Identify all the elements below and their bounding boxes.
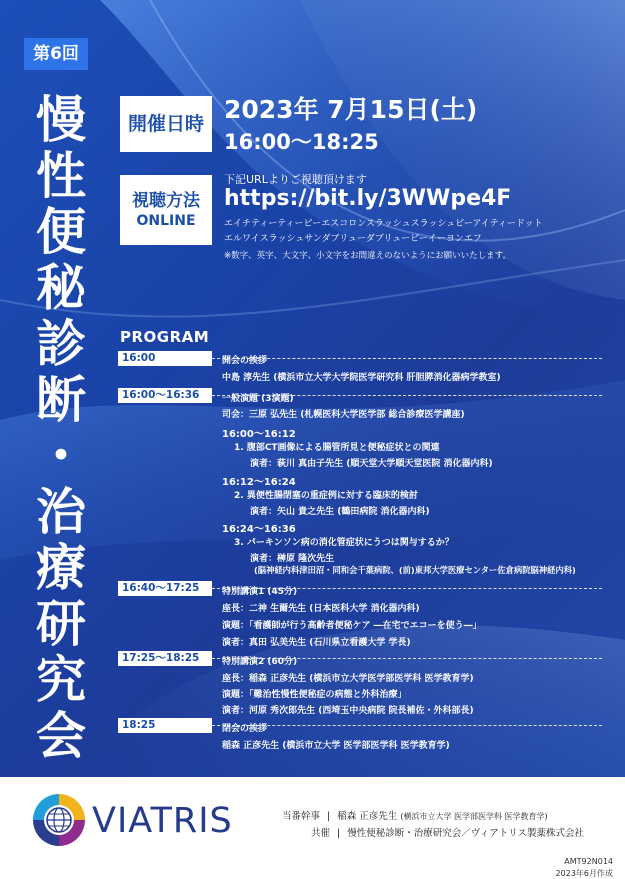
program-line: 演題：「看護師が行う高齢者便秘ケア ―在宅でエコーを使う―」 (222, 621, 482, 631)
title-char: 究 (36, 651, 86, 709)
title-char: 慢 (36, 91, 86, 149)
edition-badge: 第6回 (24, 38, 88, 70)
program-line: 2. 異便性腸閉塞の重症例に対する臨床的検討 (234, 491, 418, 501)
divider (212, 725, 602, 726)
viewing-method-label (120, 175, 212, 245)
url-caution-note: ※数字、英字、大文字、小文字をお間違えのないようにお願いいたします。 (224, 251, 511, 261)
program-line: 特別講演1 (45分) (222, 587, 298, 597)
program-line: 16:00～16:12 (222, 429, 296, 440)
program-line: 特別講演2 (60分) (222, 657, 298, 667)
title-char: 断 (36, 371, 86, 429)
event-title-vertical (26, 92, 96, 764)
program-line: (脳神経内科津田沼・同和会千葉病院、(前)東邦大学医療センター佐倉病院脳神経内科) (254, 565, 576, 575)
title-char: 会 (36, 707, 86, 765)
sponsor-1-label: 当番幹事 (282, 811, 321, 822)
program-time: 17:25～18:25 (118, 651, 212, 666)
program-line: 演者：矢山 貴之先生 (鶴田病院 消化器内科) (250, 507, 430, 517)
title-char: 秘 (36, 259, 86, 317)
event-date-label: 開催日時 (120, 96, 212, 152)
event-date: 2023年 7月15日(土) (224, 95, 478, 124)
viewing-note: 下記URLよりご視聴頂けます (224, 173, 367, 186)
program-line: 演題：「難治性慢性便秘症の病態と外科治療」 (222, 690, 407, 700)
program-line: 稲森 正彦先生 (横浜市立大学 医学部医学科 医学教育学) (222, 741, 450, 751)
program-time: 16:00 (118, 351, 212, 366)
url-reading-line-1: エイチティーティーピーエスコロンスラッシュスラッシュビーアイティードット (224, 219, 543, 229)
viewing-url-link[interactable]: https://bit.ly/3WWpe4F (224, 186, 512, 211)
divider (212, 358, 602, 359)
program-time: 16:00～16:36 (118, 388, 212, 403)
url-reading-line-2: エルワイスラッシュサンダブリューダブリューピーイーヨンエフ (224, 234, 482, 244)
title-char: 療 (36, 539, 86, 597)
program-time: 16:40～17:25 (118, 581, 212, 596)
program-line: 演者：真田 弘美先生 (石川県立看護大学 学長) (222, 638, 411, 648)
viewing-label-online: ONLINE (136, 213, 196, 229)
program-line: 演者：榊原 隆次先生 (250, 554, 335, 564)
doc-code: AMT92N014 (564, 857, 613, 866)
program-line: 一般演題 (3演題) (222, 394, 294, 404)
program-title: PROGRAM (120, 328, 210, 346)
title-char: 治 (36, 483, 86, 541)
sponsor-2-name: 慢性便秘診断・治療研究会／ヴィアトリス製薬株式会社 (347, 828, 585, 839)
sponsor-1-name: 稲森 正彦先生 (337, 811, 398, 822)
program-line: 3. パーキンソン病の消化管症状にうつは関与するか？ (234, 538, 454, 548)
title-char: 性 (36, 147, 86, 205)
sponsor-2-line: 共催 | 慢性便秘診断・治療研究会／ヴィアトリス製薬株式会社 (282, 825, 584, 839)
title-char: ・ (36, 427, 86, 485)
viewing-label-main: 視聴方法 (132, 191, 200, 211)
program-line: 中島 淳先生 (横浜市立大学大学院医学研究科 肝胆膵消化器病学教室) (222, 373, 501, 383)
event-time: 16:00～18:25 (224, 130, 379, 154)
sponsor-1-affil: (横浜市立大学 医学部医学科 医学教育学) (400, 812, 548, 821)
program-time: 18:25 (118, 718, 212, 733)
program-line: 司会：三原 弘先生 (札幌医科大学医学部 総合診療医学講座) (222, 410, 465, 420)
program-line: 演者：河原 秀次郎先生 (西埼玉中央病院 院長補佐・外科部長) (222, 706, 474, 716)
program-line: 開会の挨拶 (222, 356, 268, 366)
program-line: 閉会の挨拶 (222, 724, 268, 734)
program-line: 16:24～16:36 (222, 524, 296, 535)
title-char: 診 (36, 315, 86, 373)
footer (0, 777, 625, 879)
doc-date: 2023年6月作成 (555, 869, 613, 878)
sponsor-1-line: 当番幹事 | 稲森 正彦先生 (横浜市立大学 医学部医学科 医学教育学) (282, 811, 548, 822)
sponsor-2-label: 共催 (310, 828, 330, 839)
title-char: 便 (36, 203, 86, 261)
program-line: 1. 腹部CT画像による腸管所見と便秘症状との関連 (234, 443, 440, 453)
title-char: 研 (36, 595, 86, 653)
program-line: 16:12～16:24 (222, 477, 296, 488)
viatris-logo-text: VIATRIS (92, 801, 233, 841)
program-line: 演者：萩川 真由子先生 (順天堂大学順天堂医院 消化器内科) (250, 459, 493, 469)
program-line: 座長：二神 生爾先生 (日本医科大学 消化器内科) (222, 604, 420, 614)
viatris-logo-icon (30, 791, 88, 849)
program-line: 座長：稲森 正彦先生 (横浜市立大学医学部医学科 医学教育学) (222, 674, 474, 684)
